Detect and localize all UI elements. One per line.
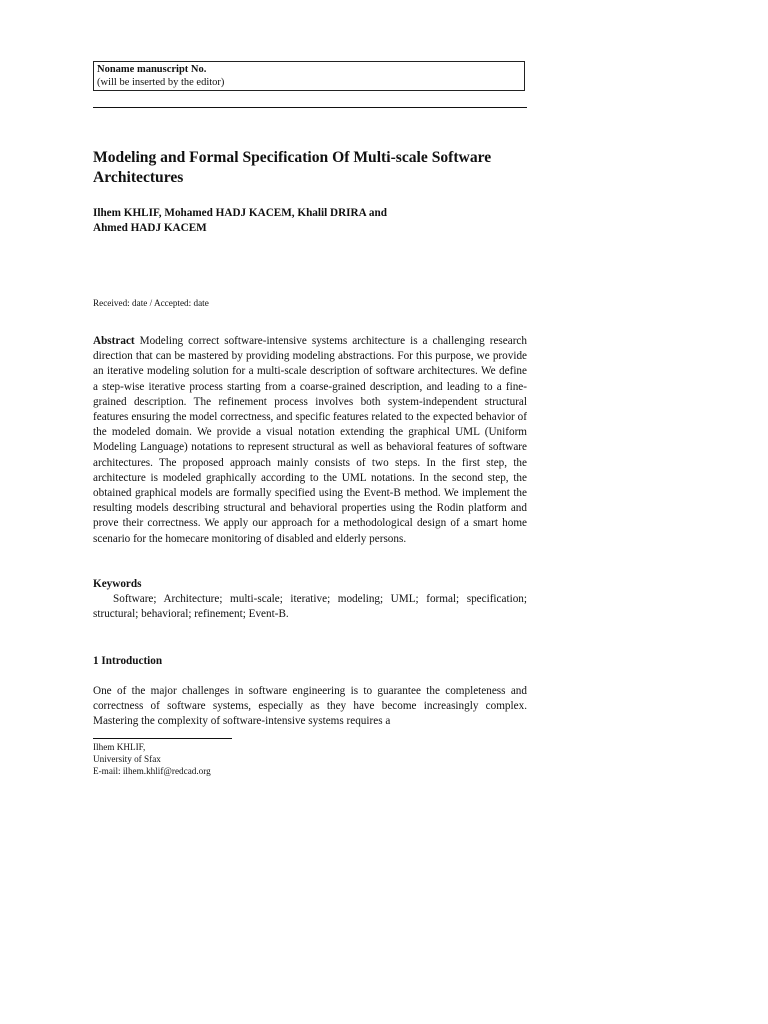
keywords-heading: Keywords [93, 578, 142, 590]
paper-title: Modeling and Formal Specification Of Multi-scale Software Architectures [93, 149, 492, 186]
abstract-text: Modeling correct software-intensive systems architecture is a challenging research direction that can be mastered by providing modeling abstractions. For this purpose, we provide an iterative modeling solution for a multi-scale description of software architectures. We define a step-wise iterative process starting from a coarse-grained description, and leading to a fine-grained description. The refinement process involves both system-independent structural features ensuring the model correctness, and specific features related to the expected behavior of the modeled domain. We provide a visual notation extending the graphical UML (Uniform Modeling Language) notations to represent structural as well as behavioral features of software architectures. The proposed approach mainly consists of two steps. In the first step, the architecture is modeled graphically according to the UML notations. In the second step, the obtained graphical models are formally specified using the Event-B method. We implement the resulting models describing structural and behavioral properties using the Rodin platform and prove their correctness. We apply our approach for a methodological design of a smart home scenario for the homecare monitoring of disabled and elderly persons. [93, 335, 527, 545]
keywords-text: Software; Architecture; multi-scale; iterative; modeling; UML; formal; specification; structural; behavioral; refinement; Event-B. [93, 593, 527, 621]
footnote-email: E-mail: ilhem.khlif@redcad.org [93, 766, 211, 777]
received-date: Received: date / Accepted: date [93, 298, 209, 308]
manuscript-editor-note: (will be inserted by the editor) [97, 77, 225, 88]
section-heading-introduction: 1 Introduction [93, 655, 163, 667]
manuscript-number-box [93, 61, 525, 91]
footnote-author-name: Ilhem KHLIF, [93, 742, 146, 752]
manuscript-number-label: Noname manuscript No. [97, 64, 207, 75]
introduction-paragraph: One of the major challenges in software engineering is to guarantee the completeness and correctness of software systems, especially as they have become increasingly complex. Mastering the complexity of software-intensive systems requires a [93, 685, 527, 728]
header-rule [93, 107, 527, 108]
footnote-block [93, 741, 211, 778]
author-list: Ilhem KHLIF, Mohamed HADJ KACEM, Khalil DRIRA and Ahmed HADJ KACEM [93, 207, 387, 234]
abstract-block [93, 334, 527, 547]
footnote-affiliation: University of Sfax [93, 754, 161, 765]
abstract-label: Abstract [93, 335, 135, 347]
footnote-rule [93, 738, 232, 739]
